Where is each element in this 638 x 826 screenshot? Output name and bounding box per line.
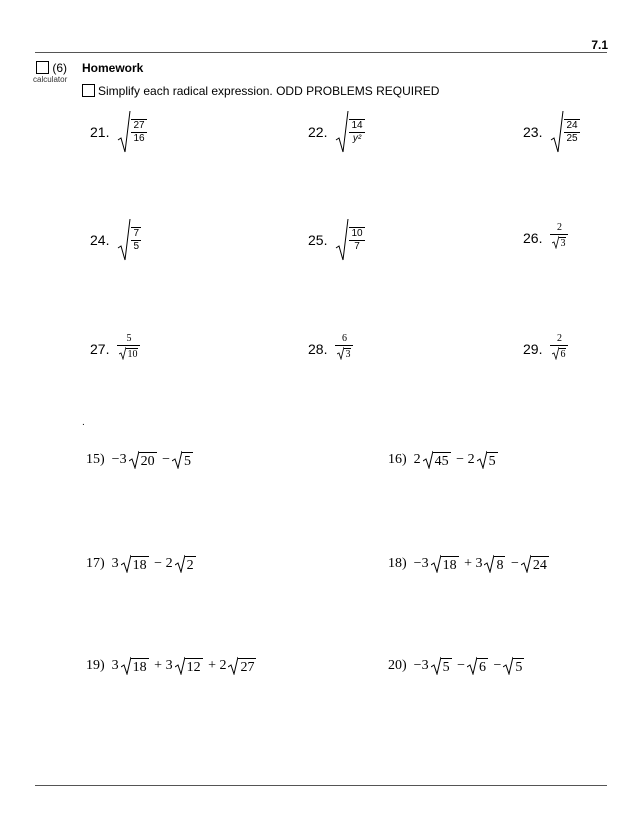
problem-23 [523,110,580,154]
problem-21 [90,110,147,154]
fraction [550,333,568,364]
instructions-checkbox[interactable] [82,84,95,97]
coefficient: − [162,451,170,467]
radicand: 5 [442,660,450,675]
problem-number: 29. [523,340,543,357]
numerator: 2 [556,333,562,344]
fraction [335,333,353,364]
coefficient: 3 [111,555,119,571]
problem-26 [523,222,568,253]
coefficient: 2 [413,451,421,467]
radical-sign-icon [175,554,185,573]
problem-count-label: (6) [52,61,68,75]
coefficient: − [510,555,519,571]
radical-sign-icon [467,656,477,675]
radicand: 2 [186,558,194,573]
radical-sign-icon [335,218,349,262]
radical [477,450,498,469]
problem-number: 25. [308,232,328,248]
fraction [131,119,146,145]
radical [129,450,157,469]
denominator [335,346,353,364]
radical [521,554,549,573]
radicand: 3 [560,238,566,249]
coefficient: −3 [413,555,429,571]
coefficient: −3 [413,657,429,673]
problem-number: 27. [90,340,110,357]
radicand: 27 [240,660,255,675]
fraction [349,227,364,253]
coefficient: − 2 [154,555,173,571]
coefficient: − [457,657,465,673]
radicand: 10 [127,349,138,360]
problem-24 [90,218,141,262]
fraction [131,227,141,253]
problem-number: 22. [308,124,328,140]
coefficient: 3 [111,657,119,673]
coefficient: + 3 [464,555,483,571]
radicand: 18 [442,558,457,573]
section-number: 7.1 [591,38,608,52]
radical-sign-icon [117,110,131,154]
radical-sign-icon [175,656,185,675]
problem-29 [523,333,568,364]
radical-sign-icon [521,554,531,573]
radical [484,554,505,573]
radical-sign-icon [121,656,131,675]
radical [175,554,196,573]
instructions [82,84,439,98]
radicand: 5 [488,454,496,469]
coefficient: + 2 [208,657,227,673]
problem-16 [388,450,500,469]
problem-number: 24. [90,232,110,248]
radicand: 18 [132,660,147,675]
fraction [564,119,579,145]
radical-sign-icon [431,554,441,573]
radical [423,450,451,469]
problem-28 [308,333,353,364]
numerator: 24 [566,120,578,131]
problem-27 [90,333,140,364]
radical-sign-icon [477,450,487,469]
footer-rule [35,785,607,786]
numerator: 7 [133,228,140,239]
numerator: 6 [341,333,347,344]
radical-sign-icon [228,656,238,675]
problem-label: 15) [86,451,105,467]
problem-20 [388,656,526,675]
denominator [117,346,140,364]
numerator: 2 [556,222,562,233]
problem-label: 19) [86,657,105,673]
radicand: 12 [186,660,201,675]
radicand: 20 [140,454,155,469]
coefficient: − 2 [456,451,475,467]
radicand: 45 [434,454,449,469]
radical [431,656,452,675]
radical-sign-icon [337,346,344,360]
fraction [550,222,568,253]
radical-sign-icon [129,450,139,469]
radicand: 18 [132,558,147,573]
radical-sign-icon [550,110,564,154]
radical [121,656,149,675]
radical [121,554,149,573]
radical [228,656,256,675]
problem-15 [86,450,195,469]
denominator: 7 [354,241,360,252]
problem-17 [86,554,198,573]
problem-label: 16) [388,451,407,467]
denominator: y² [352,133,362,144]
numerator: 10 [351,228,363,239]
homework-title: Homework [82,61,144,75]
radical-sign-icon [335,110,349,154]
problem-22 [308,110,365,154]
radical-sign-icon [117,218,131,262]
instructions-text: Simplify each radical expression. ODD PROBLEMS REQUIRED [98,84,440,98]
radical-sign-icon [503,656,513,675]
radical-sign-icon [423,450,433,469]
numerator: 27 [133,120,145,131]
problem-number: 23. [523,124,543,140]
stray-mark: . [82,417,85,428]
radicand: 5 [183,454,191,469]
coefficient: − [493,657,502,673]
radical-sign-icon [484,554,494,573]
radical-sign-icon [552,235,559,249]
problem-count [36,61,67,75]
radical [467,656,488,675]
problem-number: 21. [90,124,110,140]
denominator [550,235,568,253]
problem-19 [86,656,258,675]
calculator-label: calculator [33,75,68,84]
radicand: 5 [515,660,523,675]
fraction [117,333,140,364]
denominator [550,346,568,364]
fraction [349,119,364,145]
problem-number: 26. [523,229,543,246]
radical-sign-icon [172,450,182,469]
coefficient: + 3 [154,657,173,673]
radical-sign-icon [552,346,559,360]
problem-25 [308,218,365,262]
problem-number: 28. [308,340,328,357]
radicand: 6 [560,349,566,360]
radical-sign-icon [431,656,441,675]
radical [431,554,459,573]
header-rule [35,52,607,53]
problem-label: 18) [388,555,407,571]
numerator: 14 [351,120,363,131]
denominator: 5 [133,241,140,252]
problem-18 [388,554,551,573]
radicand: 8 [496,558,504,573]
problem-label: 17) [86,555,105,571]
denominator: 25 [566,133,578,144]
coefficient: −3 [111,451,127,467]
radical [503,656,524,675]
radical-sign-icon [121,554,131,573]
radical-sign-icon [119,346,126,360]
denominator: 16 [133,133,145,144]
problem-label: 20) [388,657,407,673]
radicand: 6 [478,660,486,675]
radical [172,450,193,469]
radical [175,656,203,675]
radicand: 24 [532,558,547,573]
radicand: 3 [345,349,351,360]
numerator: 5 [126,333,132,344]
completion-checkbox[interactable] [36,61,49,74]
